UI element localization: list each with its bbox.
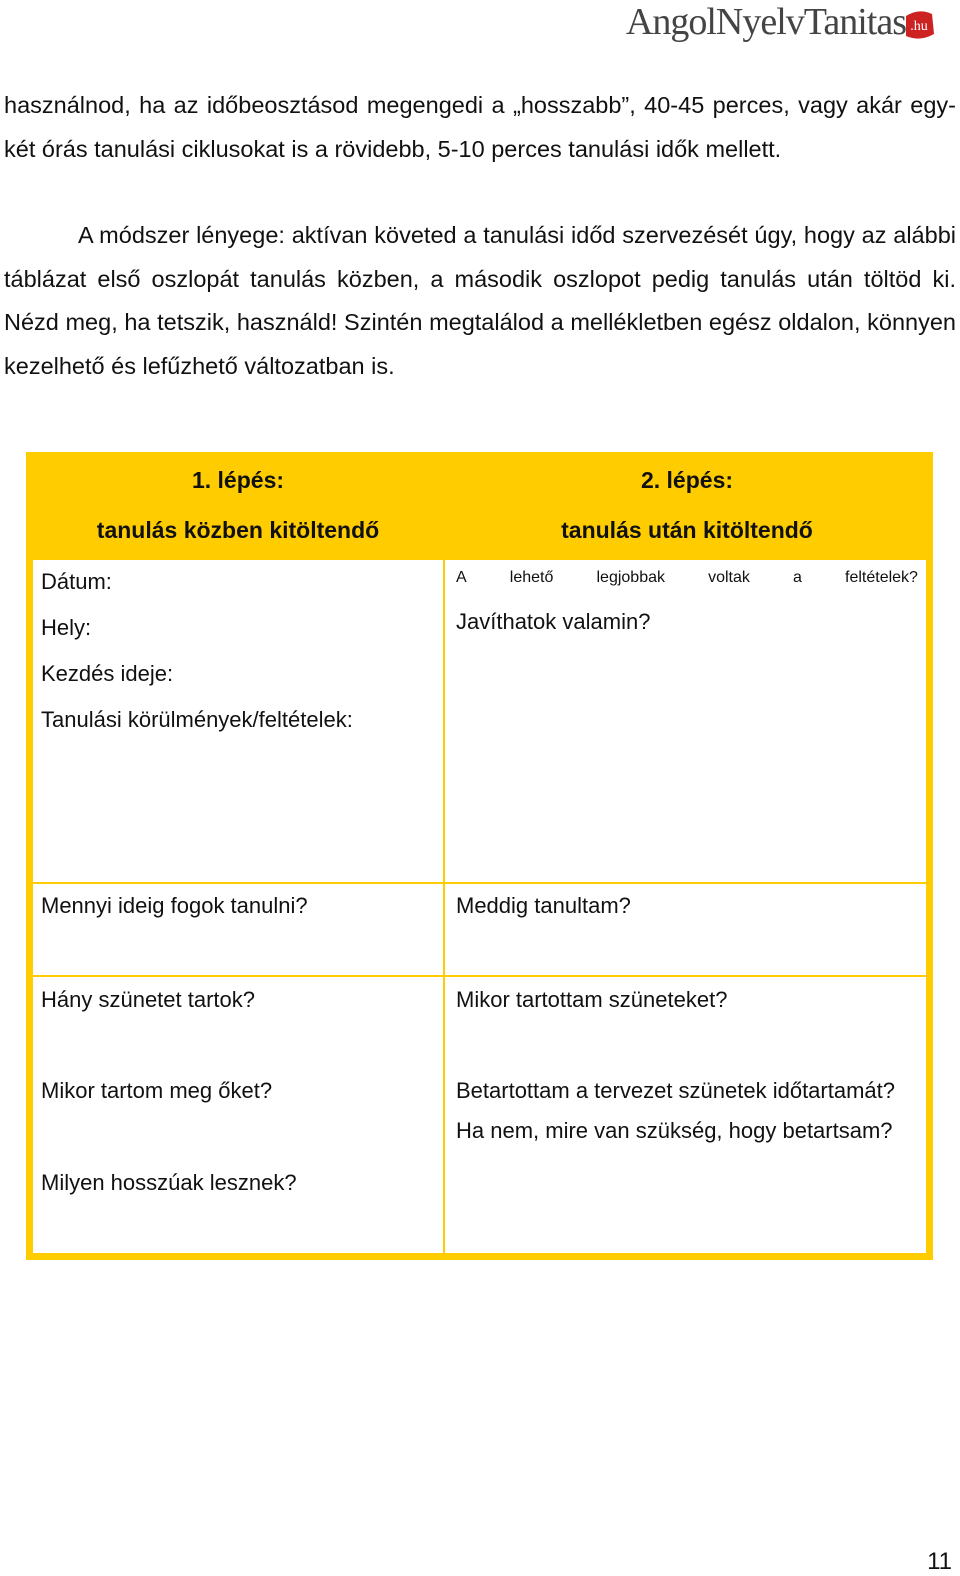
word: legjobbak	[596, 569, 665, 586]
word: lehető	[509, 569, 554, 586]
logo-badge-icon	[902, 8, 936, 42]
step-1-title: tanulás közben kitöltendő	[96, 517, 380, 543]
break-length-question: Milyen hosszúak lesznek?	[41, 1170, 297, 1195]
row-1-left-cell	[33, 560, 443, 882]
logo-text	[626, 2, 906, 45]
conditions-question	[456, 569, 918, 587]
conditions-label: Tanulási körülmények/feltételek:	[41, 707, 353, 732]
word: feltételek?	[845, 569, 918, 586]
logo-part-nyelv: Nyelv	[715, 1, 804, 43]
intro-paragraph-2: A módszer lényege: aktívan követed a tanulási időd szervezését úgy, hogy az alábbi táblázat első oszlopát tanulás közben, a második oszlopot pedig tanulás után töltöd ki. Nézd meg, ha tetszik, használd! Szintén megtalálod a mellékletben egész oldalon, könnyen kezelhető és lefűzhető változatban is.	[4, 222, 956, 379]
study-log-table	[26, 452, 933, 1260]
date-label: Dátum:	[41, 569, 112, 594]
word: A	[456, 569, 467, 586]
step-1-label: 1. lépés:	[191, 467, 285, 493]
word: a	[793, 569, 802, 586]
row-2-left-cell	[33, 884, 443, 975]
break-kept-question: Betartottam a tervezet szünetek időtartamát?	[456, 1078, 896, 1103]
word: voltak	[708, 569, 750, 586]
intro-paragraph-1: használnod, ha az időbeosztásod megengedi a „hosszabb”, 40-45 perces, vagy akár egy-két órás tanulási ciklusokat is a rövidebb, 5-10 perces tanulási idők mellett.	[4, 92, 956, 162]
actual-duration-question: Meddig tanultam?	[456, 893, 631, 918]
logo-part-angol: Angol	[625, 1, 716, 43]
step-2-label: 2. lépés:	[640, 467, 734, 493]
break-help-question: Ha nem, mire van szükség, hogy betartsam?	[456, 1118, 893, 1143]
break-times-question: Mikor tartottam szüneteket?	[456, 987, 728, 1012]
column-header-step-2	[448, 459, 926, 559]
row-2-right-cell	[445, 884, 926, 975]
improve-question: Javíthatok valamin?	[456, 609, 651, 634]
start-time-label: Kezdés ideje:	[41, 661, 174, 686]
planned-duration-question: Mennyi ideig fogok tanulni?	[41, 893, 308, 918]
page-number: 11	[927, 1548, 952, 1575]
column-header-step-1	[33, 459, 443, 559]
row-3-left-cell	[33, 977, 443, 1059]
row-4-left-cell	[33, 1059, 443, 1253]
place-label: Hely:	[41, 615, 92, 640]
break-count-question: Hány szünetet tartok?	[41, 987, 256, 1012]
row-4-right-cell	[445, 1059, 926, 1253]
row-3-right-cell	[445, 977, 926, 1059]
break-when-question: Mikor tartom meg őket?	[41, 1078, 273, 1103]
svg-text:.hu: .hu	[910, 19, 928, 34]
step-2-title: tanulás után kitöltendő	[561, 517, 813, 543]
site-logo	[626, 2, 936, 44]
logo-part-tanitas: Tanitas	[803, 1, 906, 43]
